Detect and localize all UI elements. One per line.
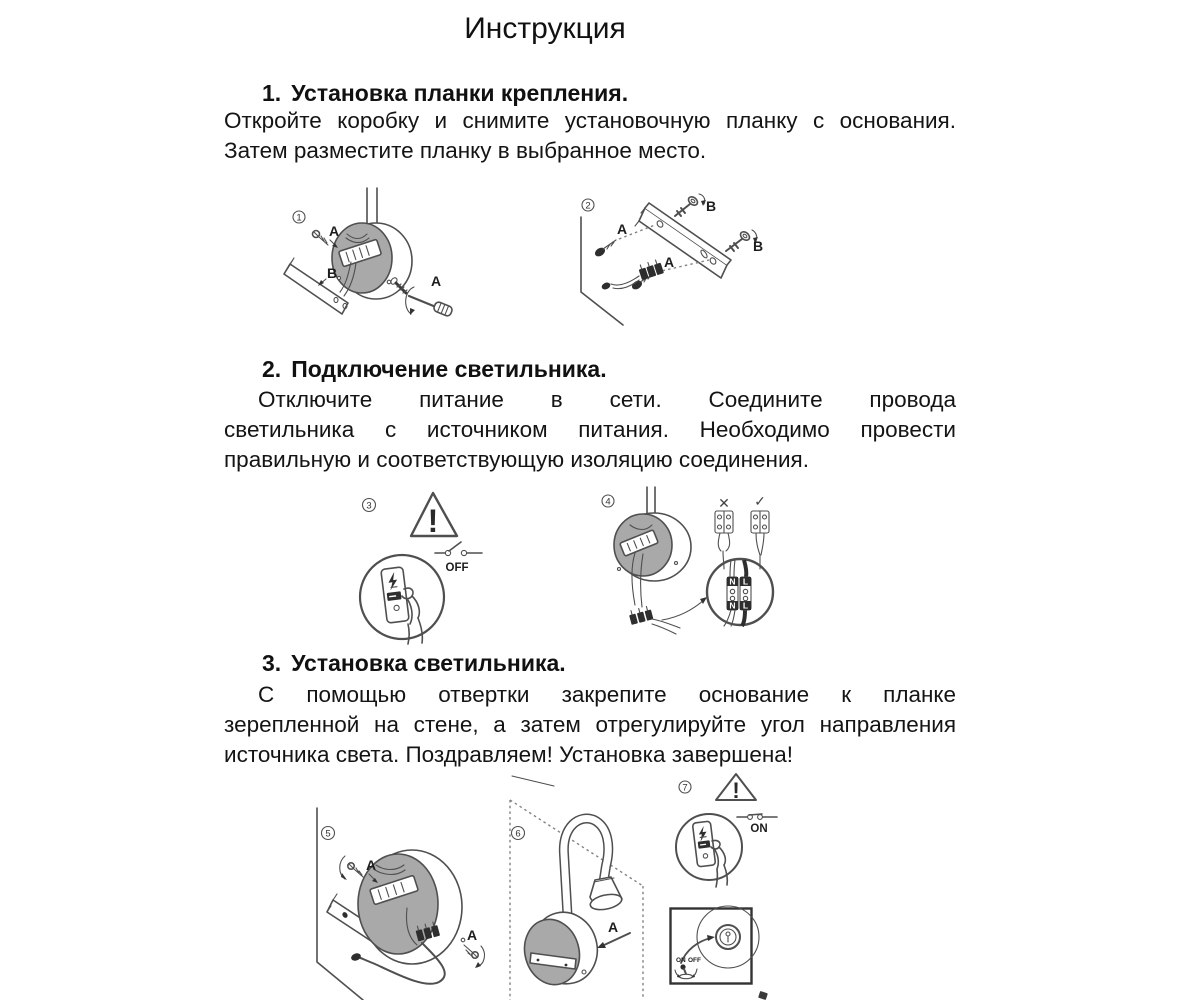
- wire-connector: [628, 606, 680, 634]
- lamp-base: [332, 188, 412, 299]
- wall-switch-closeup: [676, 814, 742, 887]
- svg-text:L: L: [742, 600, 749, 611]
- svg-text:A: A: [431, 273, 442, 289]
- screw-b-top: [675, 194, 716, 216]
- paragraph-line: зерепленной на стене, а затем отрегулируйте угол направления: [224, 712, 956, 737]
- circled-number-5-icon: [322, 827, 335, 840]
- paragraph-line: Откройте коробку и снимите установочную планку с основания.: [224, 108, 956, 133]
- label-b-bracket: [318, 265, 337, 286]
- paragraph-line: правильную и соответствующую изоляцию соединения.: [224, 447, 809, 472]
- section-2-heading: [262, 354, 607, 384]
- wall-switch-closeup: [360, 555, 444, 644]
- svg-text:!: !: [732, 778, 740, 803]
- section-1-heading: [262, 78, 628, 108]
- power-button: [716, 925, 740, 949]
- lamp-base: [517, 905, 605, 991]
- section-2-title: Подключение светильника.: [291, 356, 607, 382]
- label-a-arrow: [597, 919, 630, 948]
- paragraph-line: Затем разместите планку в выбранное место.: [224, 138, 707, 163]
- svg-text:1: 1: [296, 212, 302, 224]
- svg-text:2: 2: [585, 200, 591, 212]
- warning-triangle-icon: [716, 774, 756, 803]
- paragraph-line: Отключите питание в сети. Соедините провода: [258, 387, 956, 412]
- figure-4-wiring-diagram: [588, 487, 793, 649]
- lamp-head: [589, 877, 623, 912]
- section-2-body: [224, 385, 956, 475]
- correct-connection-example: [751, 493, 769, 569]
- svg-text:!: !: [427, 503, 439, 539]
- screw-a-top: [313, 223, 340, 248]
- page-title: Инструкция: [464, 12, 626, 45]
- screw-a-right: [464, 927, 484, 968]
- lamp-base: [614, 487, 691, 607]
- circled-number-2-icon: [582, 199, 594, 211]
- paragraph-line: светильника с источником питания. Необходимо провести: [224, 417, 956, 442]
- svg-text:OFF: OFF: [688, 957, 701, 964]
- svg-text:A: A: [608, 919, 619, 935]
- screw-b-right: [726, 230, 763, 254]
- circled-number-3-icon: [363, 499, 376, 512]
- section-3-number: 3.: [262, 650, 282, 676]
- svg-text:7: 7: [682, 782, 688, 794]
- section-3-heading: [262, 648, 566, 678]
- svg-text:N: N: [729, 576, 736, 587]
- wrong-connection-example: [715, 495, 733, 569]
- svg-text:ON: ON: [750, 823, 768, 835]
- svg-text:A: A: [467, 927, 478, 943]
- circled-number-6-icon: [512, 827, 525, 840]
- svg-text:4: 4: [605, 496, 611, 508]
- paragraph-line: источника света. Поздравляем! Установка завершена!: [224, 742, 794, 767]
- section-1-body: [224, 106, 956, 166]
- terminal-closeup: [707, 559, 773, 626]
- gooseneck-lamp: [517, 818, 623, 991]
- svg-text:6: 6: [515, 828, 521, 840]
- warning-triangle-icon: [411, 493, 457, 539]
- cut-off-artifact: [758, 991, 768, 1000]
- figure-5-attach-base-diagram: [287, 778, 502, 1000]
- svg-text:ON: ON: [676, 957, 686, 964]
- figure-8-switch-button-inset: [669, 907, 753, 985]
- circled-number-4-icon: [602, 495, 614, 507]
- svg-text:✓: ✓: [754, 493, 766, 509]
- section-2-number: 2.: [262, 356, 282, 382]
- svg-text:3: 3: [366, 500, 372, 512]
- svg-text:OFF: OFF: [445, 562, 469, 574]
- figure-1-remove-bracket-diagram: [250, 186, 460, 336]
- figure-2-mount-bracket-diagram: [563, 188, 818, 330]
- figure-3-power-off-diagram: [338, 486, 516, 644]
- svg-text:N: N: [729, 600, 736, 611]
- figure-6-assembled-lamp-diagram: [498, 776, 648, 1000]
- svg-text:5: 5: [325, 828, 331, 840]
- section-1-title: Установка планки крепления.: [291, 80, 629, 106]
- svg-text:A: A: [329, 223, 340, 239]
- paragraph-line: С помощью отвертки закрепите основание к планке: [258, 682, 956, 707]
- svg-text:B: B: [706, 198, 717, 214]
- svg-text:A: A: [617, 221, 628, 237]
- figure-7-power-on-diagram: [656, 773, 841, 905]
- section-1-number: 1.: [262, 80, 282, 106]
- svg-text:B: B: [327, 265, 338, 281]
- section-3-title: Установка светильника.: [291, 650, 566, 676]
- circled-number-7-icon: [679, 781, 691, 793]
- circled-number-1-icon: [293, 211, 305, 223]
- svg-text:B: B: [753, 238, 764, 254]
- magnifier-pointer-arrow: [662, 599, 705, 620]
- svg-text:✕: ✕: [718, 495, 730, 511]
- section-3-body: [224, 680, 956, 770]
- switch-off-symbol: [435, 542, 482, 574]
- svg-text:L: L: [742, 576, 749, 587]
- svg-text:A: A: [366, 857, 377, 873]
- switch-on-symbol: [737, 814, 777, 835]
- svg-text:A: A: [664, 254, 675, 270]
